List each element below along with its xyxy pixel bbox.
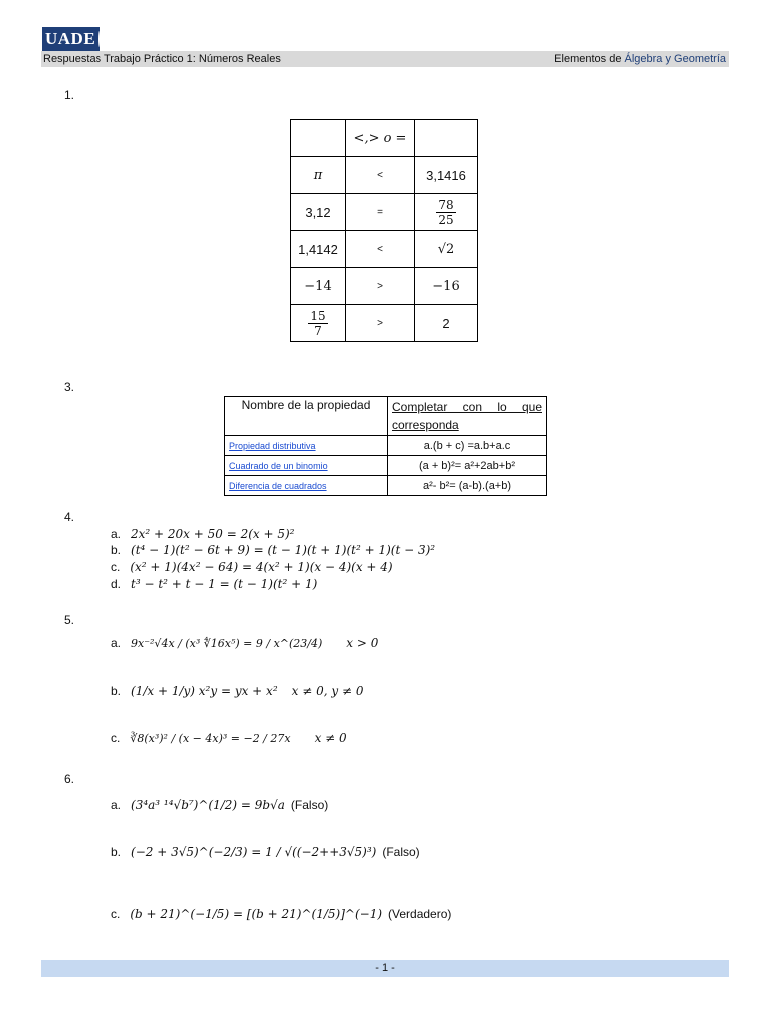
equation: (b + 21)^(−1/5) = [(b + 21)^(1/5)]^(−1) (130, 907, 383, 921)
table-row (291, 268, 478, 305)
list-item (111, 845, 420, 859)
item-label: c. (111, 731, 121, 745)
table-cell: −16 (415, 268, 478, 305)
item-label: b. (111, 684, 122, 698)
condition: x ≠ 0 (314, 731, 347, 745)
item-label: b. (111, 543, 122, 557)
table-row (225, 456, 547, 476)
table-cell (225, 436, 388, 456)
verdict: (Verdadero) (388, 907, 452, 921)
condition: x > 0 (346, 636, 379, 650)
list-item (111, 560, 393, 574)
equation: (x² + 1)(4x² − 64) = 4(x² + 1)(x − 4)(x + 4) (130, 560, 393, 574)
page-footer (41, 960, 729, 977)
table-cell: √2 (415, 231, 478, 268)
equation: (1/x + 1/y) x²y = yx + x² (131, 684, 278, 698)
table-cell (225, 456, 388, 476)
item-label: a. (111, 798, 122, 812)
header-right-text (554, 51, 726, 67)
list-item (111, 527, 294, 541)
table-cell: a²- b²= (a-b).(a+b) (388, 476, 547, 496)
properties-table (224, 396, 547, 496)
header-left-text: Respuestas Trabajo Práctico 1: Números Reales (43, 53, 281, 65)
table-row (291, 157, 478, 194)
table-row (291, 120, 478, 157)
section-number-5: 5. (64, 613, 75, 627)
table-cell: 3,12 (291, 194, 346, 231)
equation: 2x² + 20x + 50 = 2(x + 5)² (131, 527, 295, 541)
property-link[interactable]: Diferencia de cuadrados (229, 480, 327, 491)
table-cell (415, 194, 478, 231)
fraction (308, 309, 327, 338)
section-number-1: 1. (64, 88, 75, 102)
item-label: a. (111, 636, 122, 650)
list-item (111, 636, 378, 650)
verdict: (Falso) (382, 845, 420, 859)
table-row (225, 397, 547, 436)
equation: t³ − t² + t − 1 = (t − 1)(t² + 1) (131, 577, 318, 591)
table-cell: 2 (415, 305, 478, 342)
list-item (111, 684, 363, 698)
table-row (291, 231, 478, 268)
table-cell: (a + b)²= a²+2ab+b² (388, 456, 547, 476)
table-cell: −14 (291, 268, 346, 305)
table-cell: > (346, 305, 415, 342)
property-link[interactable]: Cuadrado de un binomio (229, 460, 328, 471)
uade-logo (42, 27, 100, 51)
table-cell: > (346, 268, 415, 305)
list-item (111, 798, 328, 812)
denominator: 25 (438, 212, 454, 227)
table-row (291, 194, 478, 231)
list-item (111, 907, 451, 921)
item-label: c. (111, 907, 121, 921)
header-right-b: Álgebra y Geometría (624, 53, 726, 65)
numerator: 78 (438, 197, 454, 212)
fraction (436, 198, 455, 227)
table-cell: π (291, 157, 346, 194)
item-label: b. (111, 845, 122, 859)
section-number-3: 3. (64, 380, 75, 394)
table-cell (291, 305, 346, 342)
table-cell: = (346, 194, 415, 231)
table-header-cell: Completar con lo que corresponda (388, 397, 547, 436)
document-header (41, 51, 729, 67)
table-header-cell: <,> o = (346, 120, 415, 157)
section-number-6: 6. (64, 772, 75, 786)
condition: x ≠ 0, y ≠ 0 (291, 684, 364, 698)
equation: 9x⁻²√4x / (x³ ∜16x⁵) = 9 / x^(23/4) (131, 637, 323, 650)
table-row (291, 305, 478, 342)
table-header-cell: Nombre de la propiedad (225, 397, 388, 436)
list-item (111, 731, 347, 745)
equation: ∛8(x³)² / (x − 4x)³ = −2 / 27x (130, 732, 291, 745)
item-label: a. (111, 527, 122, 541)
item-label: c. (111, 560, 121, 574)
section-number-4: 4. (64, 510, 75, 524)
comparison-table (290, 119, 478, 342)
numerator: 15 (310, 308, 326, 323)
list-item (111, 577, 317, 591)
table-cell (225, 476, 388, 496)
table-cell: < (346, 231, 415, 268)
table-cell: < (346, 157, 415, 194)
table-row (225, 436, 547, 456)
verdict: (Falso) (290, 798, 329, 812)
table-cell: 3,1416 (415, 157, 478, 194)
page-number: - 1 - (375, 962, 395, 974)
seal-icon (98, 31, 100, 47)
equation: (−2 + 3√5)^(−2/3) = 1 / √((−2++3√5)³) (131, 845, 377, 859)
header-right-a: Elementos de (554, 53, 625, 65)
table-row (225, 476, 547, 496)
table-cell (291, 120, 346, 157)
logo-text: UADE (45, 29, 96, 48)
property-link[interactable]: Propiedad distributiva (229, 440, 316, 451)
list-item (111, 543, 435, 557)
denominator: 7 (314, 323, 322, 338)
table-cell: a.(b + c) =a.b+a.c (388, 436, 547, 456)
item-label: d. (111, 577, 122, 591)
equation: (3⁴a³ ¹⁴√b⁷)^(1/2) = 9b√a (131, 798, 285, 812)
table-cell: 1,4142 (291, 231, 346, 268)
equation: (t⁴ − 1)(t² − 6t + 9) = (t − 1)(t + 1)(t² + 1)(t − 3)² (131, 543, 436, 557)
table-cell (415, 120, 478, 157)
